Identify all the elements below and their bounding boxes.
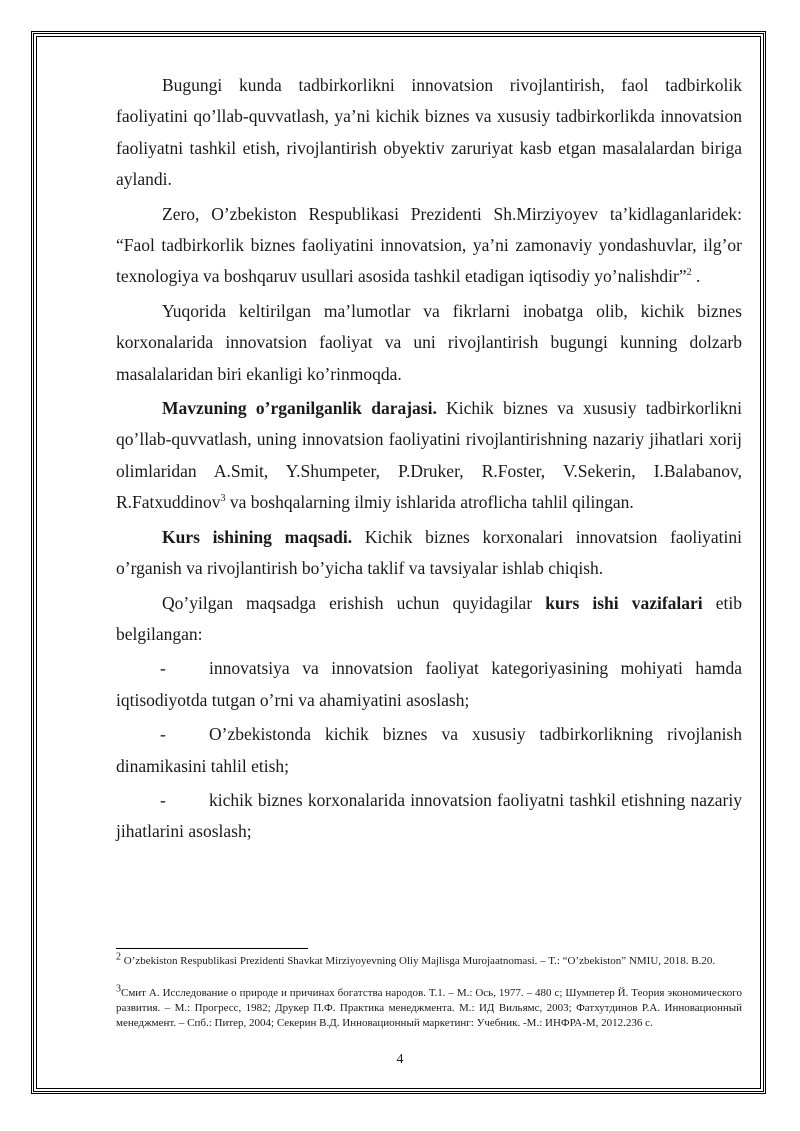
paragraph-text: Bugungi kunda tadbirkorlikni innovatsion rivojlantirish, faol tadbirkolik faoliyatini qo’llab-quvvatlash, ya’ni kichik biznes va xususiy tadbirkorlikda innovatsion faoliyatni tashkil etish, rivojlantirish obyektiv zaruriyat kasb etgan masalalardan biriga aylandi. xyxy=(116,75,742,190)
footnote-3 xyxy=(116,983,742,1031)
footnote-ref[interactable]: 2 xyxy=(686,267,692,279)
list-item xyxy=(116,719,742,782)
list-dash: - xyxy=(160,658,166,679)
paragraph-text: Kichik biznes va xususiy tadbirkorlikni qo’llab-quvvatlash, uning innovatsion faoliyatini rivojlantirishning nazariy jihatlari xorij olimlaridan A.Smit, Y.Shumpeter, P.Druker, R.Foster, V.Sekerin, I.Balabanov, R.Fatxuddinov xyxy=(116,398,742,513)
body-text xyxy=(116,70,742,851)
footnote-separator xyxy=(116,948,308,949)
paragraph-tasks xyxy=(116,588,742,651)
paragraph-text: Yuqorida keltirilgan ma’lumotlar va fikrlarni inobatga olib, kichik biznes korxonalarida innovatsion faoliyat va uni rivojlantirish bugungi kunning dolzarb masalalaridan biri ekanligi ko’rinmoqda. xyxy=(116,300,742,384)
paragraph-goal xyxy=(116,522,742,585)
paragraph-text: Kichik biznes korxonalari innovatsion faoliyatini o’rganish va rivojlantirish bo’yicha taklif va tavsiyalar ishlab chiqish. xyxy=(116,526,743,579)
paragraph-conclusion xyxy=(116,296,742,390)
list-dash: - xyxy=(160,724,166,745)
footnote-text: O’zbekiston Respublikasi Prezidenti Shavkat Mirziyoyevning Oliy Majlisga Murojaatnomasi. – T.: “O’zbekiston” NMIU, 2018. B.20. xyxy=(121,955,716,967)
bold-term: kurs ishi vazifalari xyxy=(545,592,703,613)
paragraph-text: va boshqalarning ilmiy ishlarida atroflicha tahlil qilingan. xyxy=(225,492,634,513)
paragraph-quote xyxy=(116,199,742,293)
footnote-2 xyxy=(116,951,742,969)
footnote-ref[interactable]: 3 xyxy=(220,493,226,505)
list-item xyxy=(116,785,742,848)
page-number: 4 xyxy=(396,1052,404,1067)
section-heading: Kurs ishining maqsadi. xyxy=(162,526,353,547)
paragraph-text: . xyxy=(691,266,701,287)
paragraph-text: Zero, O’zbekiston Respublikasi Prezidenti Sh.Mirziyoyev ta’kidlaganlaridek: “Faol tadbirkorlik biznes faoliyatini innovatsion, ya’ni zamonaviy yondashuvlar, ilg’or texnologiya va boshqaruv usullari asosida tashkil etadigan iqtisodiy yo’nalishdir” xyxy=(116,203,742,287)
footnote-number: 3 xyxy=(116,983,121,995)
list-item-text: kichik biznes korxonalarida innovatsion faoliyatni tashkil etishning nazariy jihatlarini asoslash; xyxy=(116,789,742,842)
list-item-text: O’zbekistonda kichik biznes va xususiy tadbirkorlikning rivojlanish dinamikasini tahlil etish; xyxy=(116,724,742,776)
footnote-text: Смит А. Исследование о природе и причинах богатства народов. Т.1. – М.: Ось, 1977. – 480 с; Шумпетер Й. Теория экономического развития. – М.: Прогресс, 1982; Друкер П.Ф. Практика менеджмента. М.: ИД Вильямс, 2003; Фатхутдинов Р.А. Инновационный менеджмент. – Спб.: Питер, 2004; Секерин В.Д. Инновационный маркетинг: Учебник. -М.: ИНФРА-М, 2012.236 с. xyxy=(116,987,742,1029)
list-item-text: innovatsiya va innovatsion faoliyat kategoriyasining mohiyati hamda iqtisodiyotda tutgan o’rni va ahamiyatini asoslash; xyxy=(116,658,742,710)
paragraph-intro xyxy=(116,70,742,196)
footnote-number: 2 xyxy=(116,951,121,963)
paragraph-text: Qo’yilgan maqsadga erishish uchun quyidagilar xyxy=(162,592,546,613)
list-dash: - xyxy=(160,789,166,810)
paragraph-text: etib belgilangan: xyxy=(116,592,742,644)
paragraph-study-level xyxy=(116,393,742,519)
section-heading: Mavzuning o’rganilganlik darajasi. xyxy=(162,398,437,419)
list-item xyxy=(116,653,742,716)
